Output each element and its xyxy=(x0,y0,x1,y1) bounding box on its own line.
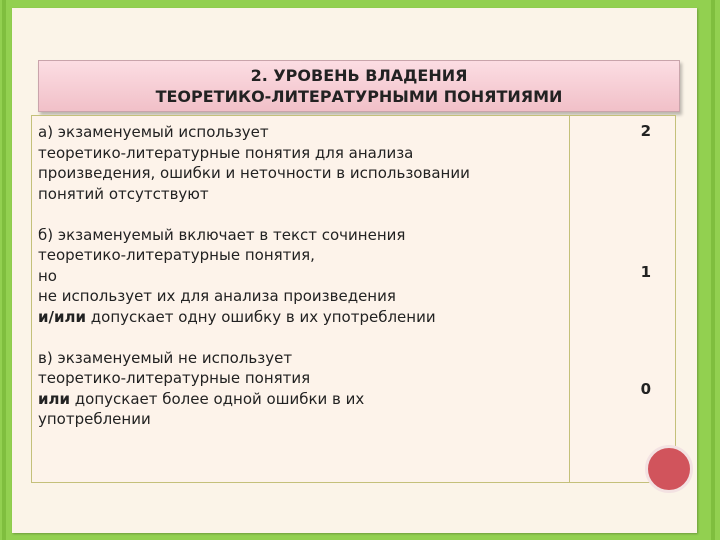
criterion-b-line: б) экзаменуемый включает в текст сочинения xyxy=(38,225,406,244)
criterion-c-line-rest: допускает более одной ошибки в их xyxy=(70,389,365,408)
criterion-c-line xyxy=(38,389,563,410)
column-divider xyxy=(569,116,570,482)
criterion-a xyxy=(38,122,563,204)
title-line-2: ТЕОРЕТИКО-ЛИТЕРАТУРНЫМИ ПОНЯТИЯМИ xyxy=(155,87,563,106)
criterion-b-bold-connector: и/или xyxy=(38,307,86,326)
criterion-c-line: употреблении xyxy=(38,410,151,428)
score-b: 1 xyxy=(640,263,651,281)
criterion-c-line: теоретико-литературные понятия xyxy=(38,369,311,387)
criterion-c-bold-connector: или xyxy=(38,389,71,408)
criterion-c-line: в) экзаменуемый не использует xyxy=(38,348,293,367)
criterion-a-line: а) экзаменуемый использует xyxy=(38,123,269,141)
criterion-b-line xyxy=(38,307,563,328)
criterion-c xyxy=(38,348,563,430)
right-edge-stripe xyxy=(711,0,715,540)
criteria-column xyxy=(38,122,563,450)
criterion-a-line: произведения, ошибки и неточности в использовании xyxy=(38,164,470,182)
title-line-1: 2. УРОВЕНЬ ВЛАДЕНИЯ xyxy=(250,66,468,85)
criteria-table xyxy=(31,115,676,483)
decorative-circle xyxy=(645,445,693,493)
score-a: 2 xyxy=(640,122,651,140)
score-c: 0 xyxy=(640,380,651,398)
criterion-b-line: не использует их для анализа произведения xyxy=(38,287,396,305)
left-edge-stripe xyxy=(2,0,6,540)
criterion-a-line: теоретико-литературные понятия для анализа xyxy=(38,143,414,162)
criterion-b-line-rest: допускает одну ошибку в их употреблении xyxy=(86,307,436,326)
criterion-b xyxy=(38,225,563,328)
criterion-b-line: теоретико-литературные понятия, xyxy=(38,246,315,264)
criterion-a-line: понятий отсутствуют xyxy=(38,184,209,203)
slide-title xyxy=(38,60,680,112)
criterion-b-line: но xyxy=(38,266,57,285)
